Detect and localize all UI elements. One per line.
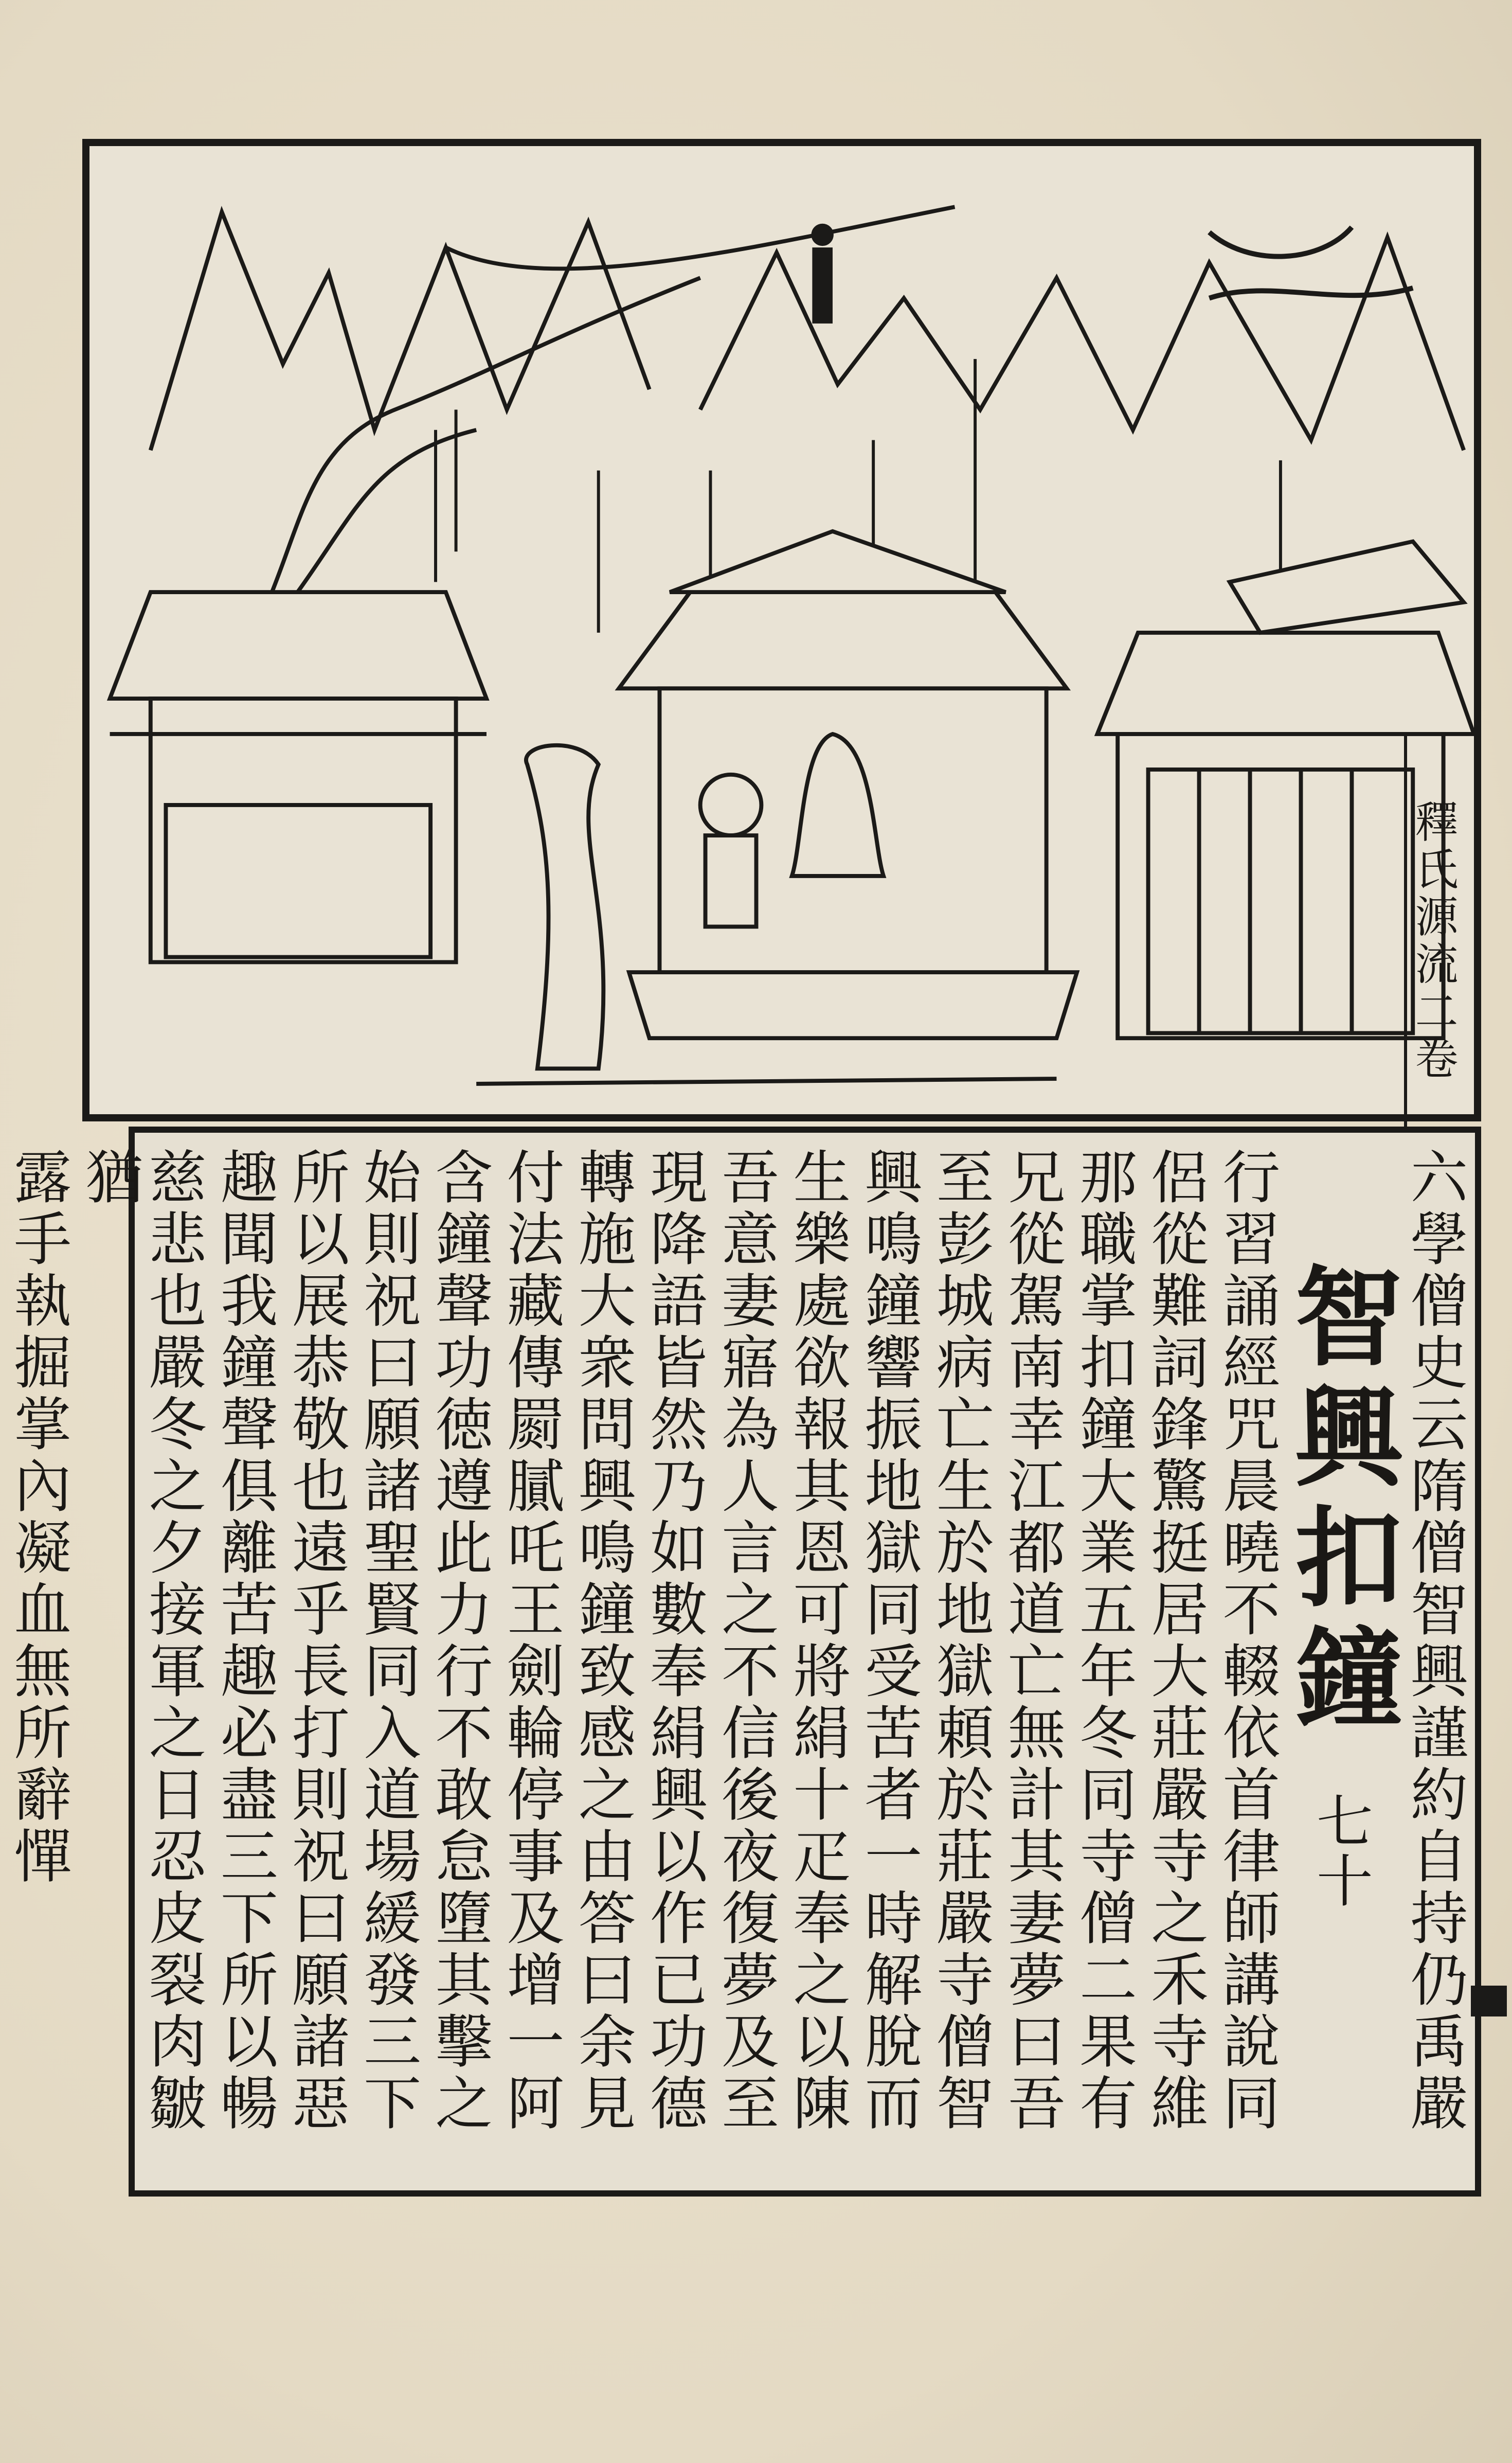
walking-figure (811, 224, 834, 324)
text-column-14: 始則祝曰願諸聖賢同入道場緩發三下 (354, 1147, 421, 2135)
text-column-11: 轉施大衆問興鳴鐘致感之由答曰余見 (569, 1147, 636, 2135)
vertical-text-block (4, 1147, 1468, 2176)
text-column-7: 興鳴鐘響振地獄同受苦者一時解脫而 (855, 1147, 922, 2135)
story-title-column (1276, 1147, 1404, 2176)
text-column-10: 現降語皆然乃如數奉絹興以作已功德 (640, 1147, 708, 2135)
moon-and-clouds (1209, 227, 1413, 298)
text-column-12: 付法藏傳罽膩吒王劍輪停事及增一阿 (497, 1147, 564, 2135)
ground-line (476, 1079, 1056, 1084)
text-column-4: 那職掌扣鐘大業五年冬同寺僧二果有 (1070, 1147, 1137, 2135)
left-temple-hall (110, 592, 487, 962)
woodblock-illustration (82, 139, 1481, 1121)
book-title-side-label: 釋氏源流二卷 (1408, 799, 1459, 1083)
text-column-15: 所以展恭敬也遠乎長打則祝曰願諸惡 (282, 1147, 350, 2135)
temple-bell-scene-image (89, 146, 1474, 1114)
monk-figure (700, 775, 762, 835)
standing-stone (526, 745, 603, 1069)
edge-block-mark (1471, 1986, 1507, 2016)
text-column-13: 含鐘聲功徳遵此力行不敢怠墮其擊之 (425, 1147, 493, 2135)
bell-pavilion (619, 531, 1077, 1038)
story-number: 七十 (1307, 1792, 1373, 1912)
text-column-9: 吾意妻寤為人言之不信後夜復夢及至 (712, 1147, 779, 2135)
story-title: 智興扣鐘 (1276, 1260, 1404, 1742)
text-column-2: 行習誦經咒晨曉不輟依首律師講說同 (1213, 1147, 1280, 2135)
text-column-8: 生樂處欲報其恩可將絹十疋奉之以陳 (783, 1147, 851, 2135)
text-column-3: 侶從難詞鋒驚挺居大莊嚴寺之禾寺維 (1141, 1147, 1209, 2135)
text-column-5: 兄從駕南幸江都道亡無計其妻夢曰吾 (998, 1147, 1066, 2135)
text-column-17: 慈悲也嚴冬之夕接軍之日忍皮裂肉皺猶 (76, 1147, 206, 2135)
text-column-1: 六學僧史云隋僧智興謹約自持仍禹嚴 (1401, 1147, 1468, 2135)
text-column-18: 露手執掘掌內凝血無所辭憚 (4, 1147, 71, 1888)
text-column-6: 至彭城病亡生於地獄頼於莊嚴寺僧智 (927, 1147, 994, 2135)
text-column-16: 趣聞我鐘聲俱離苦趣必盡三下所以暢 (211, 1147, 278, 2135)
